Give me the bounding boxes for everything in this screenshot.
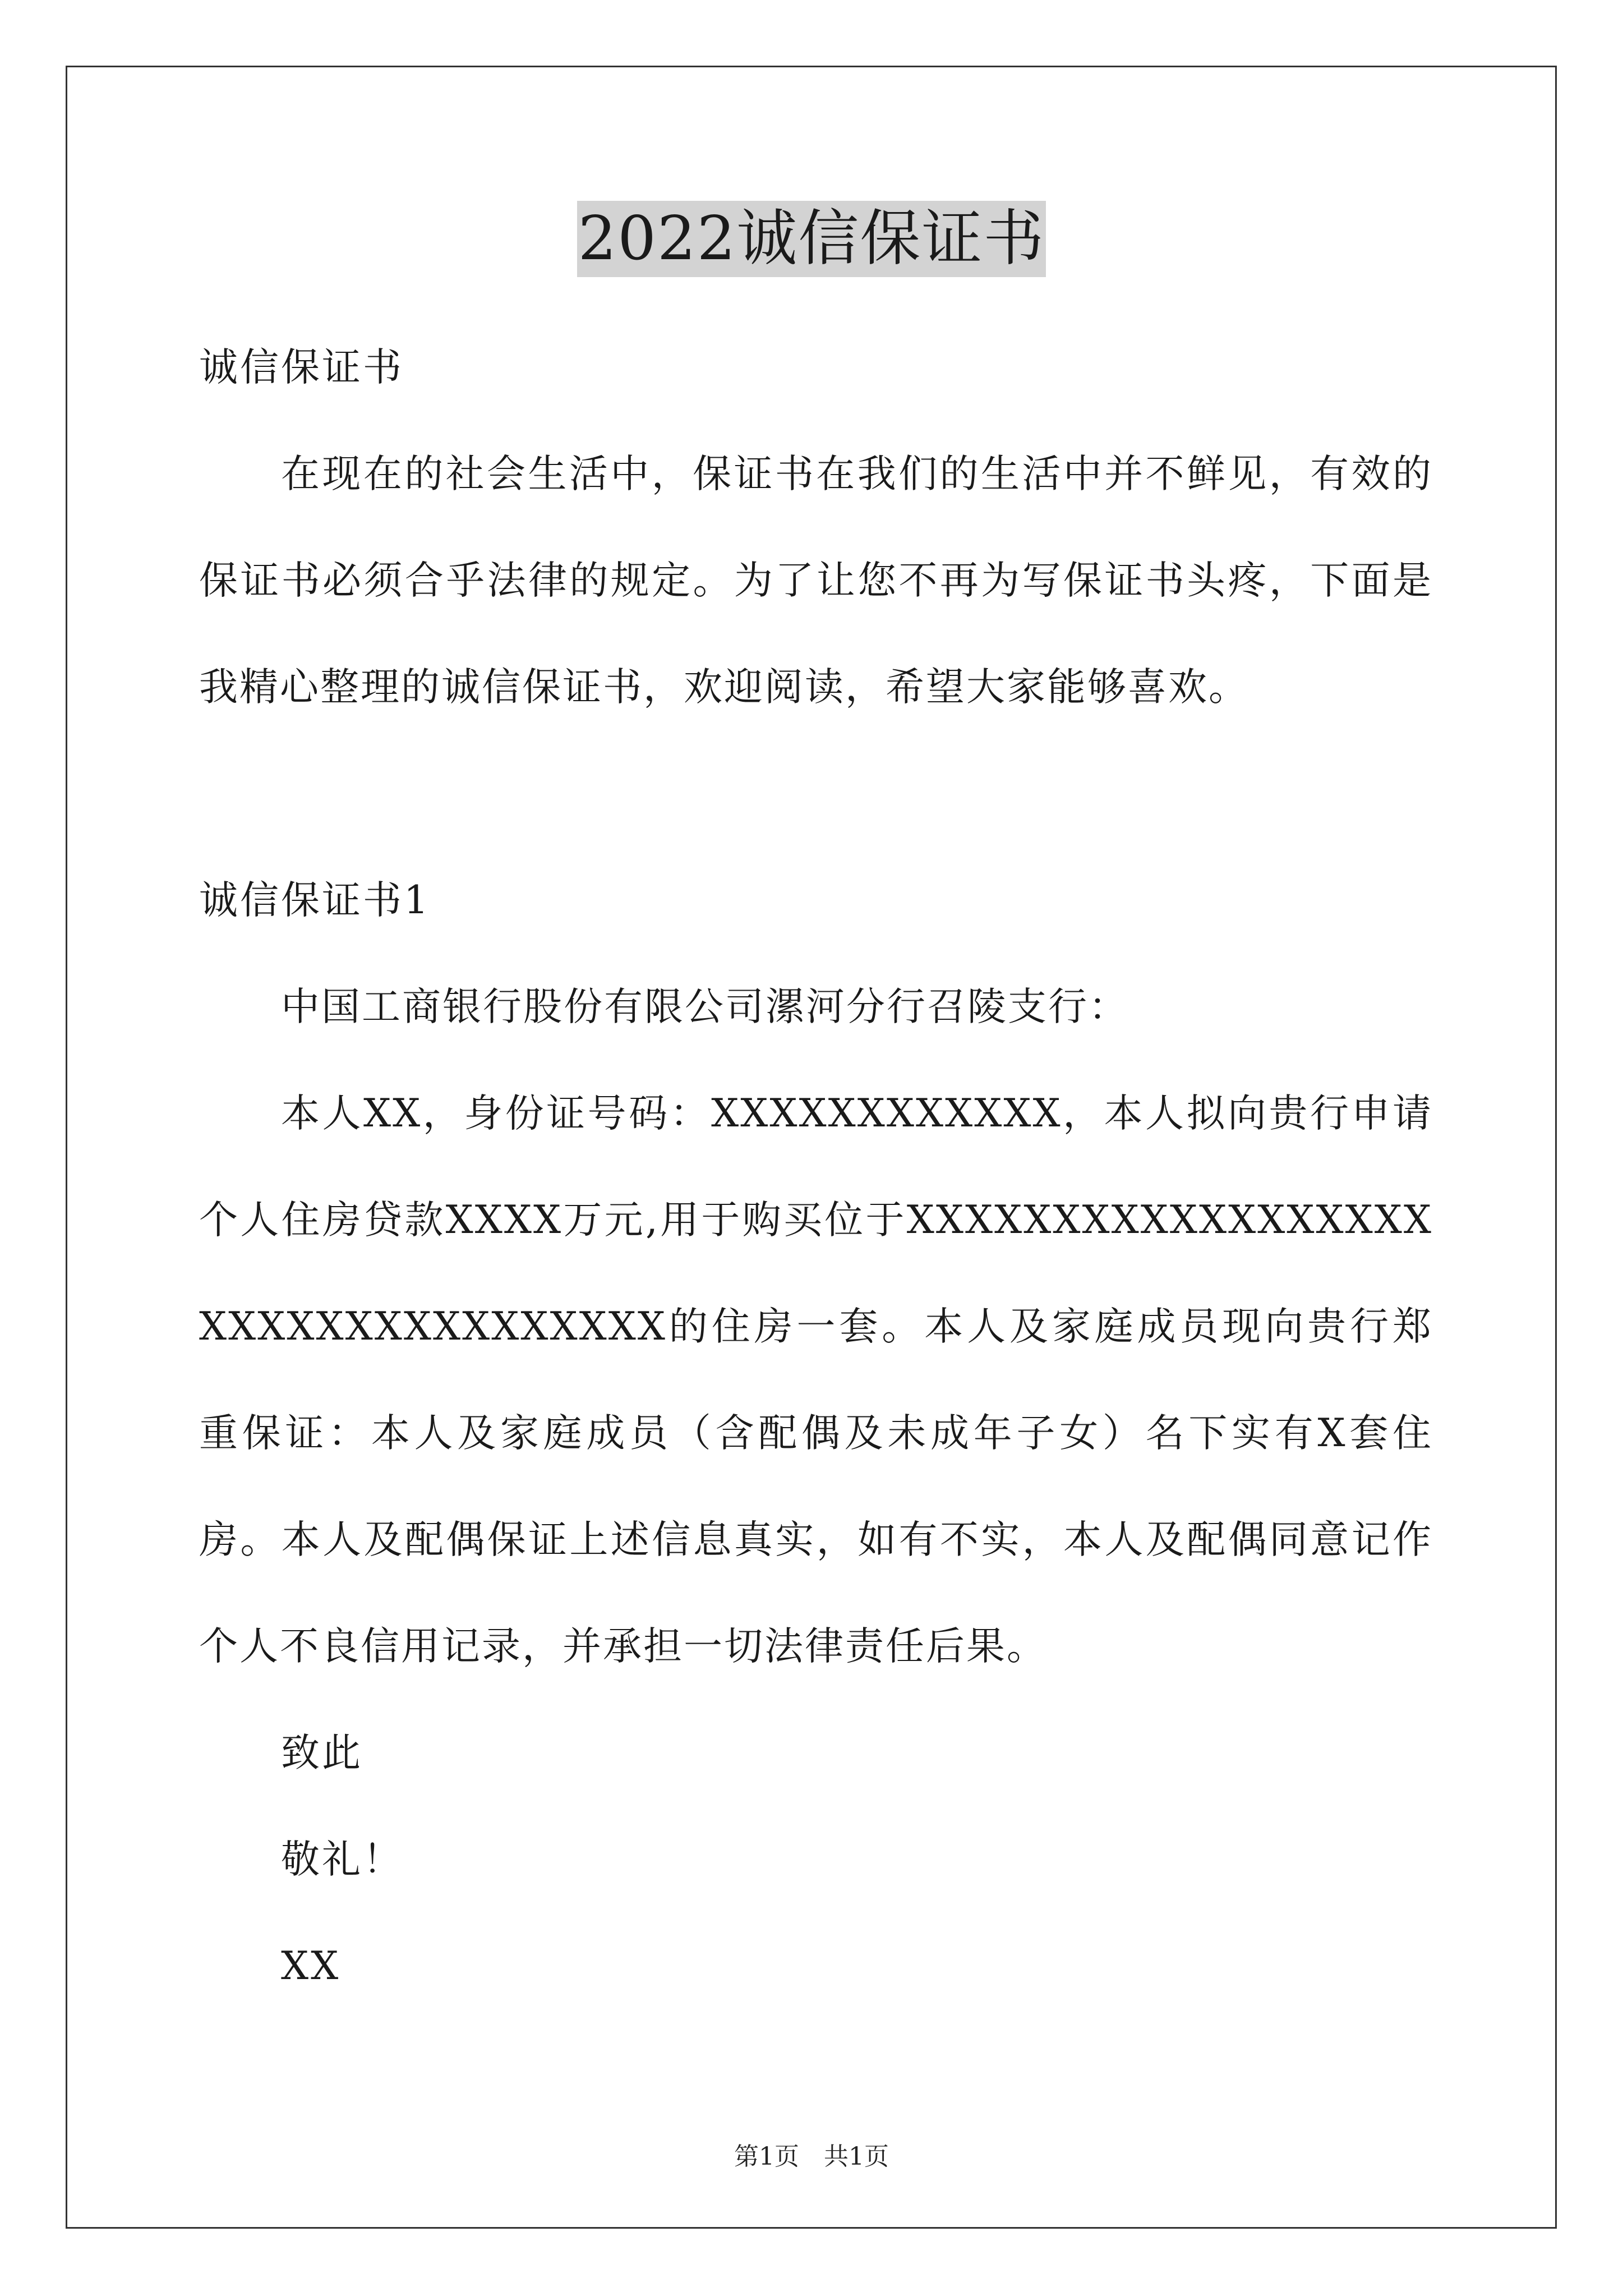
title-container: [0, 201, 1623, 277]
signature: XX: [281, 1944, 341, 1989]
addressee: 中国工商银行股份有限公司漯河分行召陵支行：: [281, 984, 1129, 1029]
intro-heading: 诚信保证书: [199, 345, 404, 390]
closing-line-1: 致此: [281, 1731, 363, 1775]
section-heading: 诚信保证书1: [199, 878, 431, 923]
blank-line: [199, 740, 1433, 847]
body-paragraph: 本人XX，身份证号码：XXXXXXXXXXXX，本人拟向贵行申请个人住房贷款XXXX万元,用于购买位于XXXXXXXXXXXXXXXXXXXXXXXXXXXXXXXXXX的住房一套。本人及家庭成员现向贵行郑重保证：本人及家庭成员（含配偶及未成年子女）名下实有X套住房。本人及配偶保证上述信息真实，如有不实，本人及配偶同意记作个人不良信用记录，并承担一切法律责任后果。: [199, 1091, 1433, 1669]
closing-line-2: 敬礼！: [281, 1837, 404, 1882]
page-footer: [0, 2140, 1623, 2174]
document-title: 2022诚信保证书: [577, 201, 1046, 277]
document-body: [199, 314, 1433, 2019]
page-number-current: 第1页: [734, 2142, 799, 2171]
intro-paragraph: 在现在的社会生活中，保证书在我们的生活中并不鲜见，有效的保证书必须合乎法律的规定。为了让您不再为写保证书头疼，下面是我精心整理的诚信保证书，欢迎阅读，希望大家能够喜欢。: [199, 452, 1433, 710]
page-number-total: 共1页: [824, 2142, 889, 2171]
